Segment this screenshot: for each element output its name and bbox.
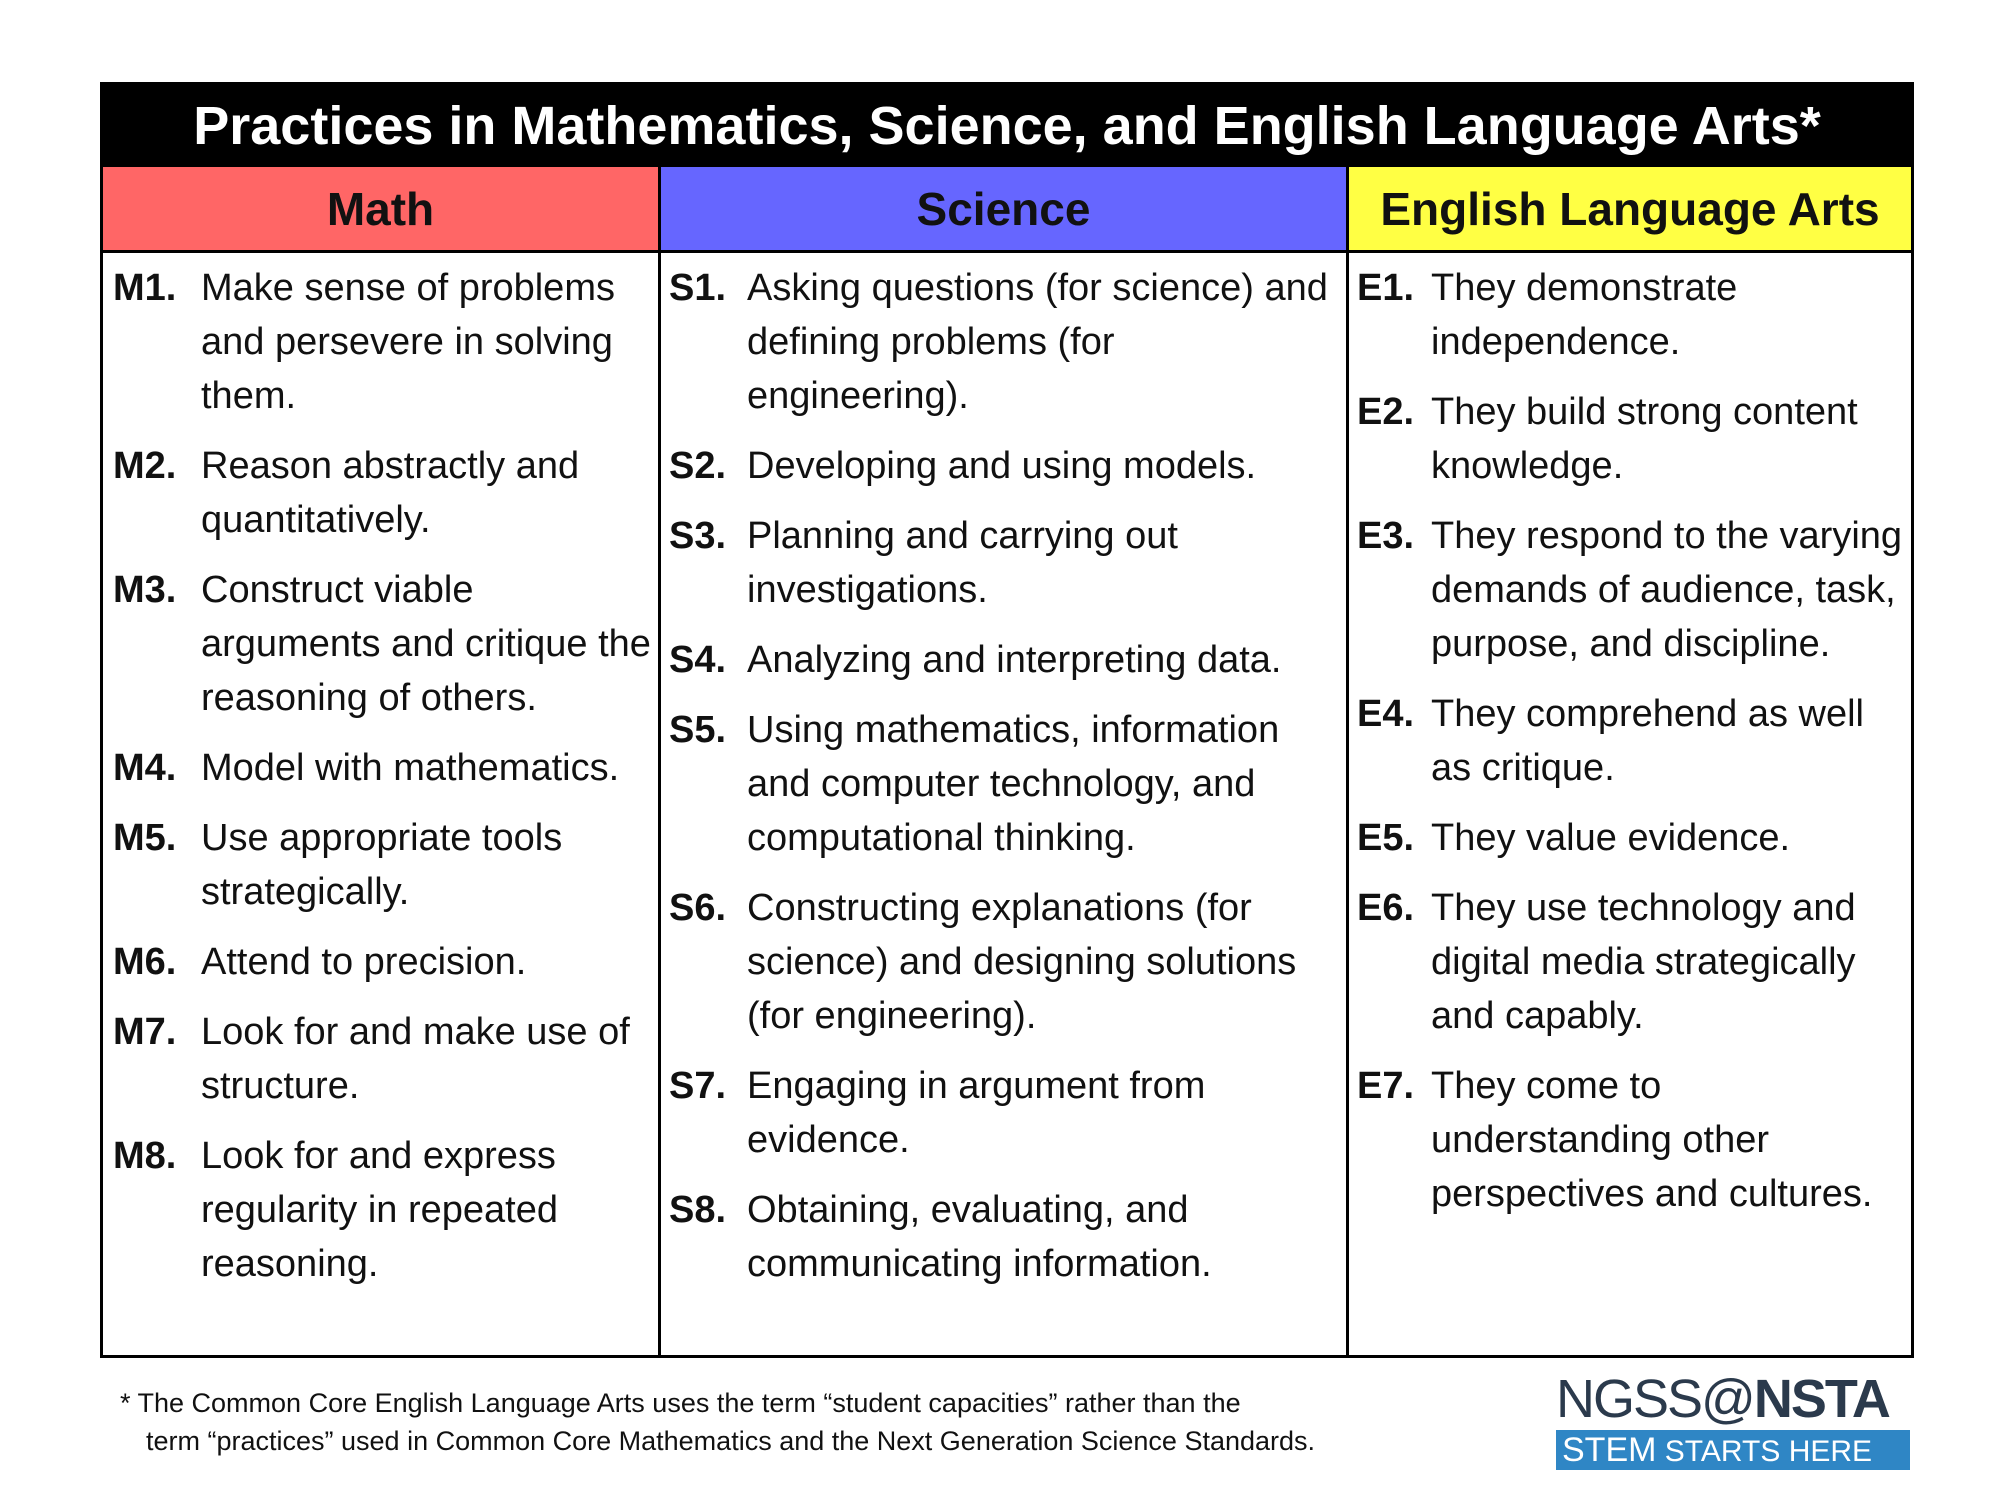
footnote-line-1: * The Common Core English Language Arts uses the term “student capacities” rather than the xyxy=(120,1388,1241,1418)
practice-code: S5. xyxy=(669,709,727,751)
ngss-nsta-logo xyxy=(1556,1370,1910,1470)
practice-text: They value evidence. xyxy=(1431,817,1791,859)
practice-code: E1. xyxy=(1357,267,1415,309)
practice-code: M7. xyxy=(113,1011,177,1053)
practice-code: M1. xyxy=(113,267,177,309)
list-item xyxy=(669,633,1340,687)
practice-code: S3. xyxy=(669,515,727,557)
list-item xyxy=(113,1005,652,1113)
practice-code: S8. xyxy=(669,1189,727,1231)
practice-text: They use technology and digital media strategically and capably. xyxy=(1431,887,1856,1037)
list-item xyxy=(113,563,652,725)
practice-code: M3. xyxy=(113,569,177,611)
practice-text: Use appropriate tools strategically. xyxy=(201,817,563,913)
practice-text: They demonstrate independence. xyxy=(1431,267,1738,363)
practice-code: E6. xyxy=(1357,887,1415,929)
practice-code: S1. xyxy=(669,267,727,309)
logo-starts-here-text: STARTS HERE xyxy=(1656,1435,1873,1468)
practice-code: E7. xyxy=(1357,1065,1415,1107)
practice-text: Look for and express regularity in repeated reasoning. xyxy=(201,1135,558,1285)
practice-text: Model with mathematics. xyxy=(201,747,620,789)
practice-text: Constructing explanations (for science) and designing solutions (for engineering). xyxy=(747,887,1297,1037)
list-item xyxy=(669,703,1340,865)
list-item xyxy=(1357,261,1907,369)
footnote xyxy=(120,1384,1400,1460)
math-column xyxy=(103,253,658,1355)
practice-code: E5. xyxy=(1357,817,1415,859)
logo-nsta-text: NSTA xyxy=(1753,1369,1889,1429)
ela-column xyxy=(1346,253,1911,1355)
practice-text: Construct viable arguments and critique the reasoning of others. xyxy=(201,569,651,719)
practices-table xyxy=(100,82,1914,1358)
list-item xyxy=(1357,385,1907,493)
list-item xyxy=(1357,687,1907,795)
science-column-header: Science xyxy=(658,167,1346,253)
practice-text: Make sense of problems and persevere in solving them. xyxy=(201,267,615,417)
practice-text: Asking questions (for science) and defining problems (for engineering). xyxy=(747,267,1328,417)
practice-code: E4. xyxy=(1357,693,1415,735)
practice-code: M6. xyxy=(113,941,177,983)
list-item xyxy=(669,1183,1340,1291)
practice-code: S7. xyxy=(669,1065,727,1107)
practice-text: Engaging in argument from evidence. xyxy=(747,1065,1206,1161)
practice-code: S2. xyxy=(669,445,727,487)
math-column-header: Math xyxy=(103,167,658,253)
practice-text: They comprehend as well as critique. xyxy=(1431,693,1864,789)
list-item xyxy=(1357,509,1907,671)
list-item xyxy=(669,261,1340,423)
practice-text: They come to understanding other perspectives and cultures. xyxy=(1431,1065,1873,1215)
practice-text: Reason abstractly and quantitatively. xyxy=(201,445,580,541)
list-item xyxy=(113,741,652,795)
practice-text: Look for and make use of structure. xyxy=(201,1011,630,1107)
logo-ngss-text: NGSS@ xyxy=(1556,1369,1754,1429)
practice-text: Planning and carrying out investigations. xyxy=(747,515,1178,611)
practice-text: Attend to precision. xyxy=(201,941,527,983)
practice-code: S6. xyxy=(669,887,727,929)
practice-code: M8. xyxy=(113,1135,177,1177)
list-item xyxy=(113,261,652,423)
list-item xyxy=(669,1059,1340,1167)
list-item xyxy=(669,509,1340,617)
practice-text: Analyzing and interpreting data. xyxy=(747,639,1282,681)
practice-code: S4. xyxy=(669,639,727,681)
logo-tagline xyxy=(1556,1430,1910,1470)
list-item xyxy=(113,1129,652,1291)
list-item xyxy=(113,439,652,547)
list-item xyxy=(113,811,652,919)
list-item xyxy=(1357,1059,1907,1221)
practice-code: M4. xyxy=(113,747,177,789)
page-title: Practices in Mathematics, Science, and English Language Arts* xyxy=(103,85,1911,167)
practice-code: E2. xyxy=(1357,391,1415,433)
practice-code: E3. xyxy=(1357,515,1415,557)
list-item xyxy=(113,935,652,989)
footnote-line-2: term “practices” used in Common Core Mathematics and the Next Generation Science Standards. xyxy=(146,1426,1316,1456)
practice-code: M5. xyxy=(113,817,177,859)
practice-text: They respond to the varying demands of audience, task, purpose, and discipline. xyxy=(1431,515,1903,665)
list-item xyxy=(669,881,1340,1043)
logo-stem-text: STEM xyxy=(1562,1431,1657,1469)
ela-column-header: English Language Arts xyxy=(1346,167,1911,253)
list-item xyxy=(669,439,1340,493)
practice-code: M2. xyxy=(113,445,177,487)
list-item xyxy=(1357,881,1907,1043)
list-item xyxy=(1357,811,1907,865)
logo-wordmark xyxy=(1556,1370,1910,1428)
practice-text: Obtaining, evaluating, and communicating information. xyxy=(747,1189,1212,1285)
practice-text: They build strong content knowledge. xyxy=(1431,391,1858,487)
science-column xyxy=(658,253,1346,1355)
practice-text: Using mathematics, information and computer technology, and computational thinking. xyxy=(747,709,1280,859)
practice-text: Developing and using models. xyxy=(747,445,1257,487)
